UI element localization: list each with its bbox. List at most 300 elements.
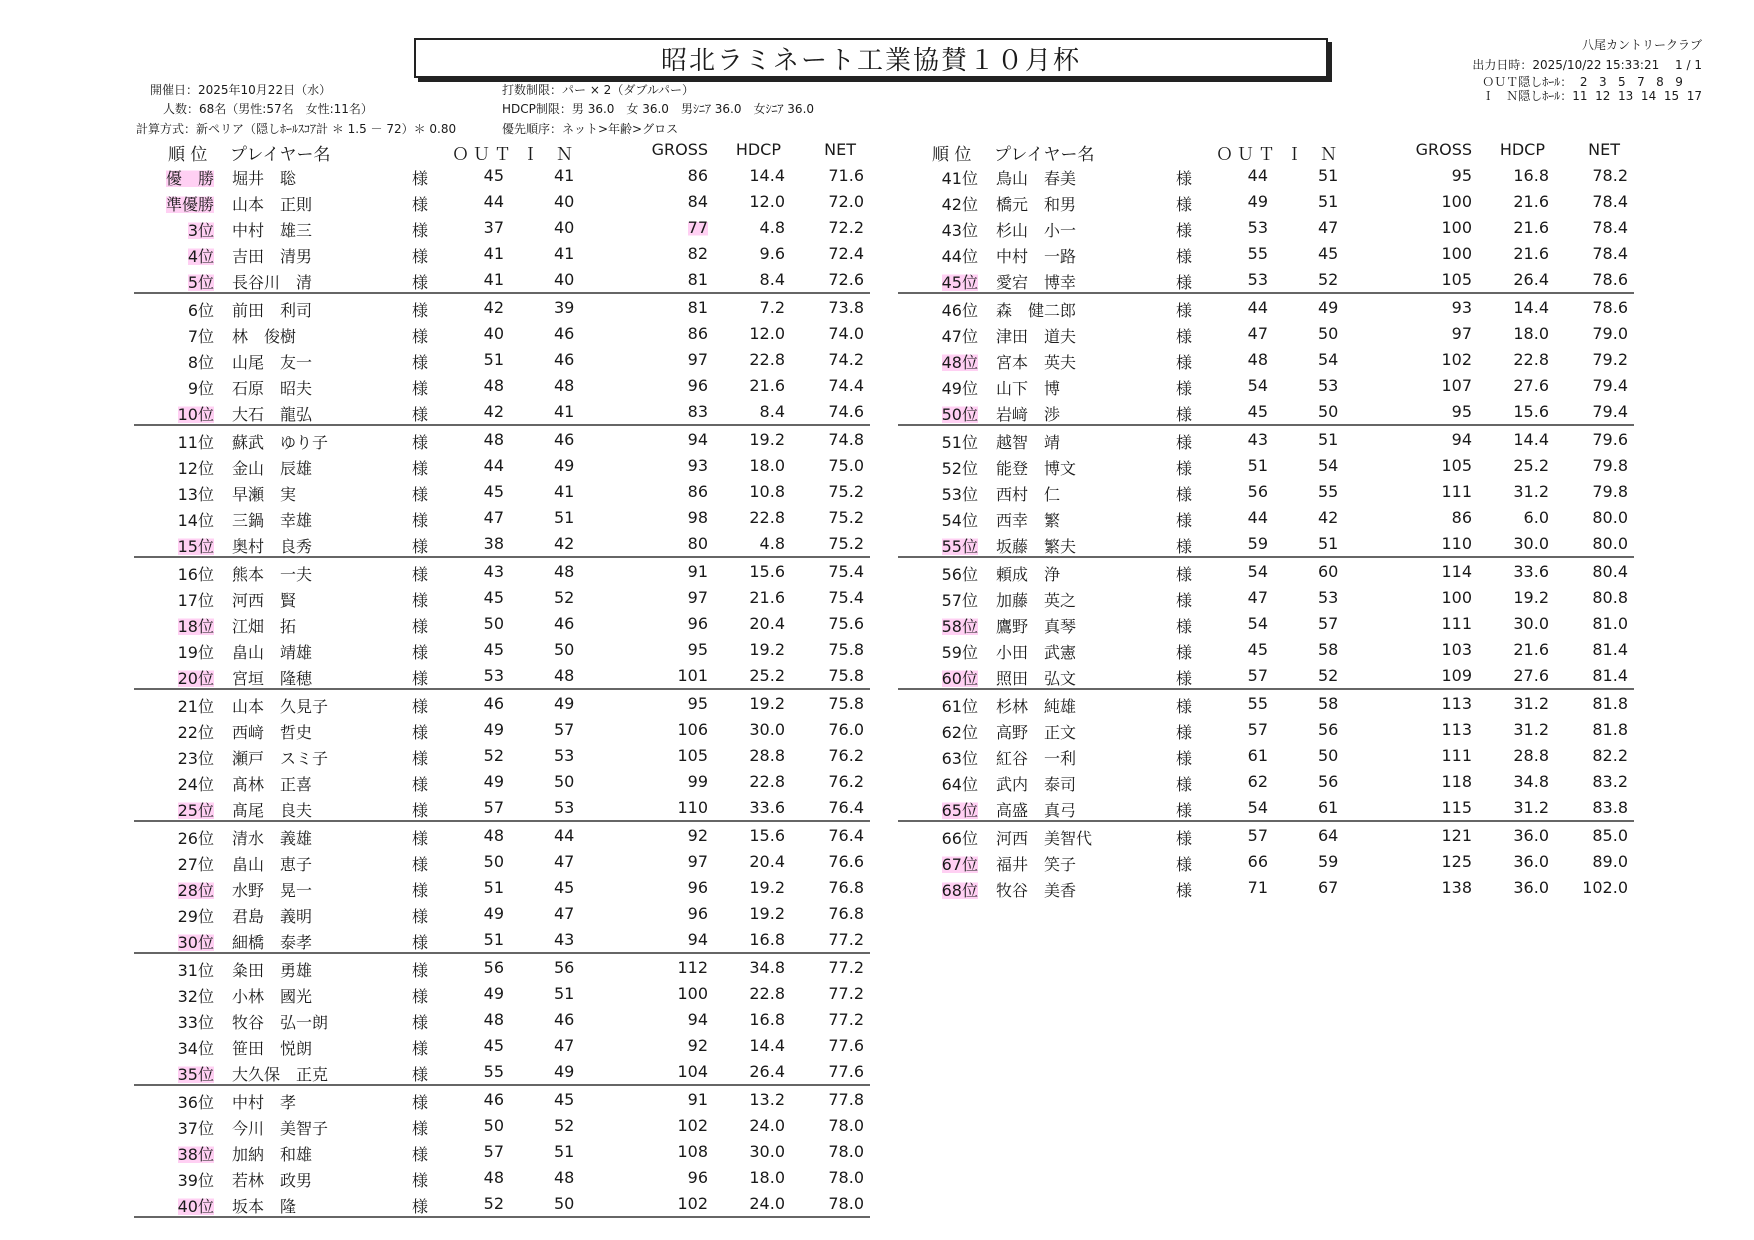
honorific: 様 (1176, 829, 1193, 848)
rank: 5位 (188, 270, 214, 293)
rank: 41位 (941, 169, 978, 188)
honorific: 様 (412, 801, 429, 820)
in-score: 51 (1318, 430, 1339, 449)
right-header-row (898, 140, 1634, 165)
result-row (134, 452, 870, 478)
rank: 30位 (178, 930, 214, 953)
player-name: 瀬戸 スミ子 (232, 749, 329, 768)
gross-score: 81 (687, 270, 708, 289)
hdcp-value: 26.4 (1513, 270, 1549, 289)
net-score: 74.4 (828, 376, 864, 395)
in-score: 40 (554, 192, 575, 211)
hdcp-value: 14.4 (1513, 430, 1549, 449)
gross-score: 104 (677, 1062, 708, 1081)
honorific: 様 (412, 961, 429, 980)
player-name: 熊本 一夫 (232, 565, 313, 584)
hdcp-value: 31.2 (1513, 482, 1549, 501)
rank: 57位 (941, 591, 978, 610)
gross-score: 110 (1441, 534, 1472, 553)
result-row (898, 610, 1634, 636)
gross-score: 100 (1441, 244, 1472, 263)
result-row (134, 346, 870, 372)
in-score: 52 (1318, 270, 1339, 289)
in-score: 50 (1318, 746, 1339, 765)
gross-score: 97 (687, 588, 708, 607)
out-score: 44 (1247, 298, 1268, 317)
out-score: 41 (483, 270, 504, 289)
hdcp-value: 22.8 (749, 508, 785, 527)
gross-score: 100 (1441, 218, 1472, 237)
net-score: 76.2 (828, 746, 864, 765)
net-score: 81.0 (1592, 614, 1628, 633)
net-score: 77.2 (828, 984, 864, 1003)
in-score: 49 (554, 694, 575, 713)
out-score: 57 (1247, 826, 1268, 845)
out-score: 48 (483, 376, 504, 395)
in-score: 41 (554, 166, 575, 185)
net-score: 74.0 (828, 324, 864, 343)
honorific: 様 (1176, 169, 1193, 188)
result-row (134, 266, 870, 294)
net-score: 81.8 (1592, 720, 1628, 739)
gross-score: 94 (687, 430, 708, 449)
net-score: 72.0 (828, 192, 864, 211)
result-row (898, 768, 1634, 794)
honorific: 様 (412, 1065, 429, 1084)
out-score: 47 (483, 508, 504, 527)
hdcp-value: 30.0 (749, 720, 785, 739)
hdcp-value: 15.6 (749, 562, 785, 581)
out-score: 50 (483, 1116, 504, 1135)
gross-score: 95 (687, 640, 708, 659)
in-score: 46 (554, 324, 575, 343)
out-score: 45 (1247, 402, 1268, 421)
honorific: 様 (1176, 775, 1193, 794)
in-score: 45 (1318, 244, 1339, 263)
gross-score: 106 (677, 720, 708, 739)
player-name: 吉田 清男 (232, 247, 313, 266)
honorific: 様 (412, 1171, 429, 1190)
out-score: 45 (483, 1036, 504, 1055)
net-score: 77.2 (828, 958, 864, 977)
result-row (134, 636, 870, 662)
out-score: 49 (483, 984, 504, 1003)
rank: 48位 (942, 350, 978, 373)
honorific: 様 (1176, 669, 1193, 688)
player-name: 長谷川 清 (232, 273, 313, 292)
player-name: 水野 晃一 (232, 881, 313, 900)
out-score: 49 (483, 772, 504, 791)
player-name: 細橋 泰孝 (232, 933, 313, 952)
net-score: 79.8 (1592, 482, 1628, 501)
gross-score: 86 (687, 324, 708, 343)
honorific: 様 (412, 775, 429, 794)
stroke-limit: 打数制限：パー × 2（ダブルパー） (502, 83, 694, 97)
net-score: 78.0 (828, 1116, 864, 1135)
player-name: 河西 美智代 (996, 829, 1093, 848)
gross-score: 81 (687, 298, 708, 317)
honorific: 様 (412, 459, 429, 478)
rank: 16位 (177, 565, 214, 584)
rank: 10位 (178, 402, 214, 425)
out-score: 47 (1247, 588, 1268, 607)
player-name: 武内 泰司 (996, 775, 1077, 794)
out-score: 44 (1247, 508, 1268, 527)
net-score: 74.2 (828, 350, 864, 369)
gross-score: 95 (687, 694, 708, 713)
results-column-right (898, 140, 1634, 900)
in-score: 41 (554, 244, 575, 263)
player-name: 西﨑 哲史 (232, 723, 313, 742)
out-score: 44 (1247, 166, 1268, 185)
hdcp-value: 36.0 (1513, 878, 1549, 897)
header-player: プレイヤー名 (230, 145, 331, 165)
in-score: 51 (554, 984, 575, 1003)
header-hdcp: HDCP (1499, 140, 1545, 159)
player-name: 坂本 隆 (232, 1197, 297, 1216)
out-score: 37 (483, 218, 504, 237)
net-score: 80.0 (1592, 534, 1628, 553)
out-score: 53 (483, 666, 504, 685)
result-row (898, 504, 1634, 530)
gross-score: 105 (677, 746, 708, 765)
net-score: 77.2 (828, 930, 864, 949)
net-score: 77.8 (828, 1090, 864, 1109)
honorific: 様 (1176, 195, 1193, 214)
hdcp-value: 18.0 (1513, 324, 1549, 343)
honorific: 様 (1176, 881, 1193, 900)
honorific: 様 (412, 1197, 429, 1216)
result-row (898, 716, 1634, 742)
net-score: 76.6 (828, 852, 864, 871)
net-score: 80.8 (1592, 588, 1628, 607)
in-score: 46 (554, 614, 575, 633)
header-out: ＯＵＴ (452, 145, 515, 165)
net-score: 71.6 (828, 166, 864, 185)
honorific: 様 (412, 1119, 429, 1138)
rank: 4位 (188, 244, 214, 267)
player-name: 鳥山 春美 (996, 169, 1077, 188)
rank: 36位 (177, 1093, 214, 1112)
player-name: 髙林 正喜 (232, 775, 313, 794)
out-score: 45 (483, 588, 504, 607)
hdcp-value: 8.4 (759, 402, 785, 421)
rank: 37位 (177, 1119, 214, 1138)
net-score: 76.4 (828, 798, 864, 817)
honorific: 様 (1176, 565, 1193, 584)
out-score: 54 (1247, 562, 1268, 581)
honorific: 様 (1176, 855, 1193, 874)
in-score: 49 (554, 1062, 575, 1081)
gross-score: 98 (687, 508, 708, 527)
hdcp-value: 19.2 (749, 904, 785, 923)
result-row (134, 1164, 870, 1190)
in-score: 64 (1318, 826, 1339, 845)
net-score: 83.2 (1592, 772, 1628, 791)
rank: 52位 (941, 459, 978, 478)
out-score: 49 (483, 904, 504, 923)
result-row (134, 926, 870, 954)
in-score: 49 (1318, 298, 1339, 317)
player-name: 福井 笑子 (996, 855, 1077, 874)
result-row (134, 398, 870, 426)
result-row (898, 162, 1634, 188)
in-score: 41 (554, 402, 575, 421)
out-score: 48 (483, 1168, 504, 1187)
gross-score: 100 (1441, 192, 1472, 211)
rank: 24位 (177, 775, 214, 794)
in-score: 50 (554, 640, 575, 659)
in-score: 44 (554, 826, 575, 845)
honorific: 様 (412, 669, 429, 688)
hdcp-value: 4.8 (759, 218, 785, 237)
out-score: 52 (483, 1194, 504, 1213)
player-name: 紅谷 一利 (996, 749, 1077, 768)
out-score: 45 (483, 640, 504, 659)
header-gross: GROSS (1415, 140, 1472, 159)
rank: 32位 (177, 987, 214, 1006)
rank: 44位 (941, 247, 978, 266)
player-name: 林 俊樹 (232, 327, 297, 346)
result-row (898, 188, 1634, 214)
out-score: 56 (1247, 482, 1268, 501)
hdcp-value: 19.2 (749, 694, 785, 713)
in-score: 40 (554, 218, 575, 237)
in-score: 54 (1318, 350, 1339, 369)
competition-title: 昭北ラミネート工業協賛１０月杯 (414, 38, 1328, 78)
out-score: 46 (483, 694, 504, 713)
result-row (134, 662, 870, 690)
hdcp-value: 21.6 (749, 376, 785, 395)
in-score: 47 (1318, 218, 1339, 237)
rank: 62位 (941, 723, 978, 742)
rank: 45位 (942, 270, 978, 293)
rank: 3位 (188, 218, 214, 241)
in-score: 50 (1318, 324, 1339, 343)
gross-score: 84 (687, 192, 708, 211)
player-name: 前田 利司 (232, 301, 313, 320)
net-score: 72.6 (828, 270, 864, 289)
rank: 15位 (178, 534, 214, 557)
player-name: 照田 弘文 (996, 669, 1077, 688)
honorific: 様 (412, 829, 429, 848)
rank: 25位 (178, 798, 214, 821)
net-score: 81.8 (1592, 694, 1628, 713)
out-score: 56 (483, 958, 504, 977)
result-row (898, 294, 1634, 320)
gross-score: 95 (1451, 166, 1472, 185)
in-score: 53 (554, 798, 575, 817)
gross-score: 92 (687, 826, 708, 845)
out-score: 45 (483, 482, 504, 501)
rank: 63位 (941, 749, 978, 768)
rank: 53位 (941, 485, 978, 504)
out-score: 51 (483, 878, 504, 897)
player-name: 奥村 良秀 (232, 537, 313, 556)
header-player: プレイヤー名 (994, 145, 1095, 165)
gross-score: 94 (687, 930, 708, 949)
net-score: 78.6 (1592, 298, 1628, 317)
player-name: 君島 義明 (232, 907, 313, 926)
rank: 39位 (177, 1171, 214, 1190)
honorific: 様 (1176, 537, 1193, 556)
gross-score: 96 (687, 904, 708, 923)
rank: 40位 (178, 1194, 214, 1217)
out-score: 51 (483, 350, 504, 369)
rank: 11位 (177, 433, 214, 452)
net-score: 75.4 (828, 588, 864, 607)
net-score: 76.8 (828, 878, 864, 897)
rank: 35位 (178, 1062, 214, 1085)
rank: 29位 (177, 907, 214, 926)
hdcp-value: 36.0 (1513, 852, 1549, 871)
hdcp-value: 20.4 (749, 614, 785, 633)
player-name: 牧谷 弘一朗 (232, 1013, 329, 1032)
net-score: 79.4 (1592, 376, 1628, 395)
in-score: 49 (554, 456, 575, 475)
net-score: 76.4 (828, 826, 864, 845)
header-in: Ｉ Ｎ (522, 145, 573, 165)
gross-score: 105 (1441, 456, 1472, 475)
gross-score: 114 (1441, 562, 1472, 581)
in-score: 41 (554, 482, 575, 501)
honorific: 様 (1176, 221, 1193, 240)
in-score: 45 (554, 1090, 575, 1109)
player-name: 橋元 和男 (996, 195, 1077, 214)
hdcp-value: 22.8 (749, 350, 785, 369)
result-row (134, 1086, 870, 1112)
honorific: 様 (1176, 247, 1193, 266)
in-score: 53 (1318, 588, 1339, 607)
gross-score: 109 (1441, 666, 1472, 685)
gross-score: 113 (1441, 694, 1472, 713)
rank: 14位 (177, 511, 214, 530)
hdcp-value: 12.0 (749, 192, 785, 211)
out-score: 55 (1247, 244, 1268, 263)
result-row (134, 240, 870, 266)
result-row (898, 398, 1634, 426)
gross-score: 100 (1441, 588, 1472, 607)
hdcp-value: 31.2 (1513, 694, 1549, 713)
hdcp-value: 6.0 (1523, 508, 1549, 527)
result-row (134, 372, 870, 398)
rank: 23位 (177, 749, 214, 768)
player-name: 小田 武憲 (996, 643, 1077, 662)
player-name: 山本 正則 (232, 195, 313, 214)
player-name: 三鍋 幸雄 (232, 511, 313, 530)
net-score: 77.6 (828, 1062, 864, 1081)
hdcp-value: 19.2 (749, 430, 785, 449)
rank: 18位 (178, 614, 214, 637)
gross-score: 102 (677, 1116, 708, 1135)
hdcp-value: 24.0 (749, 1194, 785, 1213)
player-name: 坂藤 繁夫 (996, 537, 1077, 556)
hdcp-value: 34.8 (749, 958, 785, 977)
player-name: 頼成 浄 (996, 565, 1061, 584)
result-row (134, 426, 870, 452)
gross-score: 115 (1441, 798, 1472, 817)
honorific: 様 (1176, 353, 1193, 372)
result-row (134, 1058, 870, 1086)
in-score: 58 (1318, 694, 1339, 713)
out-score: 51 (1247, 456, 1268, 475)
in-score: 52 (1318, 666, 1339, 685)
result-row (134, 874, 870, 900)
gross-score: 77 (687, 218, 708, 237)
in-score: 60 (1318, 562, 1339, 581)
in-score: 46 (554, 350, 575, 369)
in-score: 47 (554, 852, 575, 871)
rank: 34位 (177, 1039, 214, 1058)
net-score: 78.4 (1592, 192, 1628, 211)
out-score: 43 (483, 562, 504, 581)
honorific: 様 (412, 933, 429, 952)
hdcp-value: 7.2 (759, 298, 785, 317)
out-score: 42 (483, 402, 504, 421)
net-score: 72.4 (828, 244, 864, 263)
rank: 51位 (941, 433, 978, 452)
gross-score: 96 (687, 1168, 708, 1187)
hdcp-value: 27.6 (1513, 666, 1549, 685)
player-name: 石原 昭夫 (232, 379, 313, 398)
hdcp-value: 16.8 (749, 1010, 785, 1029)
net-score: 76.2 (828, 772, 864, 791)
out-score: 71 (1247, 878, 1268, 897)
gross-score: 112 (677, 958, 708, 977)
hdcp-value: 30.0 (749, 1142, 785, 1161)
result-row (134, 1112, 870, 1138)
net-score: 82.2 (1592, 746, 1628, 765)
honorific: 様 (1176, 273, 1193, 292)
gross-score: 113 (1441, 720, 1472, 739)
in-score: 48 (554, 666, 575, 685)
in-score: 56 (1318, 772, 1339, 791)
rank: 68位 (942, 878, 978, 901)
in-score: 52 (554, 1116, 575, 1135)
net-score: 81.4 (1592, 666, 1628, 685)
player-name: 清水 義雄 (232, 829, 313, 848)
result-row (134, 794, 870, 822)
hdcp-value: 21.6 (1513, 640, 1549, 659)
rank: 56位 (941, 565, 978, 584)
hdcp-value: 28.8 (1513, 746, 1549, 765)
honorific: 様 (1176, 327, 1193, 346)
out-score: 42 (483, 298, 504, 317)
net-score: 78.4 (1592, 218, 1628, 237)
player-name: 高盛 真弓 (996, 801, 1077, 820)
result-row (134, 690, 870, 716)
gross-score: 91 (687, 562, 708, 581)
hdcp-value: 30.0 (1513, 534, 1549, 553)
gross-score: 108 (677, 1142, 708, 1161)
gross-score: 103 (1441, 640, 1472, 659)
hdcp-value: 31.2 (1513, 720, 1549, 739)
honorific: 様 (1176, 591, 1193, 610)
hdcp-value: 25.2 (1513, 456, 1549, 475)
player-name: 越智 靖 (996, 433, 1061, 452)
honorific: 様 (412, 485, 429, 504)
gross-score: 86 (687, 482, 708, 501)
hdcp-value: 13.2 (749, 1090, 785, 1109)
player-name: 津田 道夫 (996, 327, 1077, 346)
out-score: 54 (1247, 376, 1268, 395)
honorific: 様 (412, 907, 429, 926)
result-row (898, 558, 1634, 584)
rank: 27位 (177, 855, 214, 874)
hdcp-value: 36.0 (1513, 826, 1549, 845)
in-score: 55 (1318, 482, 1339, 501)
player-name: 山尾 友一 (232, 353, 313, 372)
